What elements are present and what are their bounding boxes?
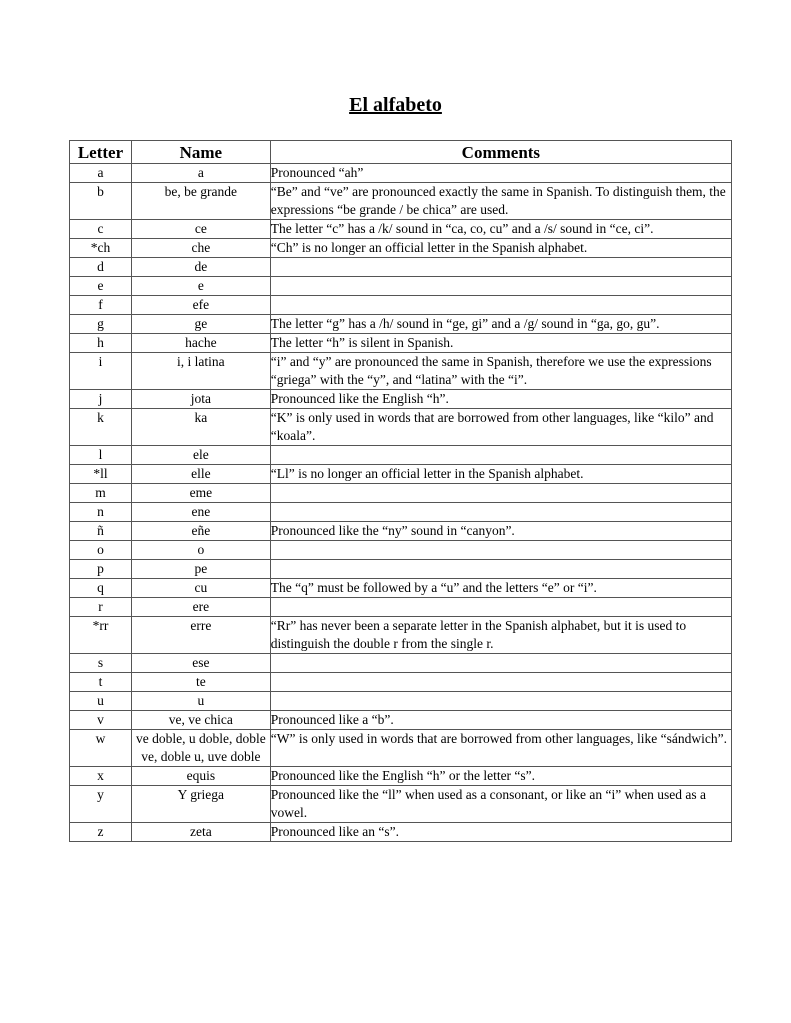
- column-header-comments: Comments: [270, 141, 731, 164]
- letter-cell: o: [70, 541, 132, 560]
- name-cell: ce: [131, 220, 270, 239]
- letter-cell: *rr: [70, 617, 132, 654]
- letter-cell: l: [70, 446, 132, 465]
- comment-cell: [270, 560, 731, 579]
- table-row: [70, 277, 732, 296]
- comment-cell: Pronounced like a “b”.: [270, 711, 731, 730]
- table-body: [70, 164, 732, 842]
- comment-cell: Pronounced like an “s”.: [270, 823, 731, 842]
- comment-cell: “i” and “y” are pronounced the same in Spanish, therefore we use the expressions “griega” with the “y”, and “latina” with the “i”.: [270, 353, 731, 390]
- name-cell: e: [131, 277, 270, 296]
- name-cell: u: [131, 692, 270, 711]
- table-row: [70, 786, 732, 823]
- table-row: [70, 598, 732, 617]
- comment-cell: [270, 673, 731, 692]
- name-cell: che: [131, 239, 270, 258]
- table-row: [70, 446, 732, 465]
- letter-cell: i: [70, 353, 132, 390]
- letter-cell: p: [70, 560, 132, 579]
- table-row: [70, 617, 732, 654]
- name-cell: efe: [131, 296, 270, 315]
- table-row: [70, 239, 732, 258]
- comment-cell: Pronounced like the “ny” sound in “canyon”.: [270, 522, 731, 541]
- letter-cell: z: [70, 823, 132, 842]
- table-row: [70, 315, 732, 334]
- column-header-letter: Letter: [70, 141, 132, 164]
- name-cell: te: [131, 673, 270, 692]
- letter-cell: u: [70, 692, 132, 711]
- column-header-name: Name: [131, 141, 270, 164]
- letter-cell: v: [70, 711, 132, 730]
- comment-cell: Pronounced like the English “h”.: [270, 390, 731, 409]
- letter-cell: h: [70, 334, 132, 353]
- table-row: [70, 296, 732, 315]
- comment-cell: [270, 277, 731, 296]
- letter-cell: q: [70, 579, 132, 598]
- table-row: [70, 484, 732, 503]
- comment-cell: [270, 541, 731, 560]
- table-row: [70, 767, 732, 786]
- letter-cell: c: [70, 220, 132, 239]
- table-row: [70, 334, 732, 353]
- table-row: [70, 579, 732, 598]
- comment-cell: “K” is only used in words that are borrowed from other languages, like “kilo” and “koala”.: [270, 409, 731, 446]
- name-cell: equis: [131, 767, 270, 786]
- name-cell: i, i latina: [131, 353, 270, 390]
- table-row: [70, 711, 732, 730]
- letter-cell: r: [70, 598, 132, 617]
- table-row: [70, 183, 732, 220]
- letter-cell: m: [70, 484, 132, 503]
- table-row: [70, 560, 732, 579]
- comment-cell: The letter “g” has a /h/ sound in “ge, gi” and a /g/ sound in “ga, go, gu”.: [270, 315, 731, 334]
- letter-cell: n: [70, 503, 132, 522]
- table-row: [70, 823, 732, 842]
- name-cell: ve, ve chica: [131, 711, 270, 730]
- table-row: [70, 692, 732, 711]
- table-row: [70, 673, 732, 692]
- comment-cell: [270, 654, 731, 673]
- comment-cell: [270, 503, 731, 522]
- comment-cell: Pronounced “ah”: [270, 164, 731, 183]
- letter-cell: t: [70, 673, 132, 692]
- table-header-row: [70, 141, 732, 164]
- letter-cell: j: [70, 390, 132, 409]
- name-cell: be, be grande: [131, 183, 270, 220]
- name-cell: a: [131, 164, 270, 183]
- name-cell: zeta: [131, 823, 270, 842]
- letter-cell: k: [70, 409, 132, 446]
- comment-cell: [270, 692, 731, 711]
- name-cell: ene: [131, 503, 270, 522]
- letter-cell: x: [70, 767, 132, 786]
- comment-cell: The letter “c” has a /k/ sound in “ca, co, cu” and a /s/ sound in “ce, ci”.: [270, 220, 731, 239]
- letter-cell: a: [70, 164, 132, 183]
- comment-cell: [270, 598, 731, 617]
- table-row: [70, 730, 732, 767]
- comment-cell: Pronounced like the “ll” when used as a consonant, or like an “i” when used as a vowel.: [270, 786, 731, 823]
- name-cell: ese: [131, 654, 270, 673]
- name-cell: pe: [131, 560, 270, 579]
- comment-cell: “Ll” is no longer an official letter in the Spanish alphabet.: [270, 465, 731, 484]
- name-cell: ele: [131, 446, 270, 465]
- table-row: [70, 353, 732, 390]
- name-cell: ka: [131, 409, 270, 446]
- table-row: [70, 220, 732, 239]
- name-cell: de: [131, 258, 270, 277]
- table-row: [70, 503, 732, 522]
- letter-cell: *ll: [70, 465, 132, 484]
- name-cell: erre: [131, 617, 270, 654]
- name-cell: ere: [131, 598, 270, 617]
- page-title: El alfabeto: [349, 94, 442, 116]
- comment-cell: [270, 296, 731, 315]
- comment-cell: [270, 484, 731, 503]
- name-cell: jota: [131, 390, 270, 409]
- name-cell: eñe: [131, 522, 270, 541]
- name-cell: ve doble, u doble, doble ve, doble u, uve doble: [131, 730, 270, 767]
- name-cell: hache: [131, 334, 270, 353]
- letter-cell: ñ: [70, 522, 132, 541]
- comment-cell: “Be” and “ve” are pronounced exactly the same in Spanish. To distinguish them, the expressions “be grande / be chica” are used.: [270, 183, 731, 220]
- name-cell: o: [131, 541, 270, 560]
- table-row: [70, 541, 732, 560]
- name-cell: eme: [131, 484, 270, 503]
- comment-cell: Pronounced like the English “h” or the letter “s”.: [270, 767, 731, 786]
- comment-cell: “Ch” is no longer an official letter in the Spanish alphabet.: [270, 239, 731, 258]
- table-row: [70, 390, 732, 409]
- letter-cell: f: [70, 296, 132, 315]
- comment-cell: “Rr” has never been a separate letter in the Spanish alphabet, but it is used to distinguish the double r from the single r.: [270, 617, 731, 654]
- letter-cell: y: [70, 786, 132, 823]
- letter-cell: e: [70, 277, 132, 296]
- comment-cell: [270, 446, 731, 465]
- comment-cell: [270, 258, 731, 277]
- comment-cell: The “q” must be followed by a “u” and the letters “e” or “i”.: [270, 579, 731, 598]
- alphabet-table: [69, 140, 732, 842]
- letter-cell: w: [70, 730, 132, 767]
- comment-cell: “W” is only used in words that are borrowed from other languages, like “sándwich”.: [270, 730, 731, 767]
- letter-cell: b: [70, 183, 132, 220]
- table-row: [70, 258, 732, 277]
- letter-cell: *ch: [70, 239, 132, 258]
- letter-cell: s: [70, 654, 132, 673]
- table-row: [70, 465, 732, 484]
- table-row: [70, 654, 732, 673]
- letter-cell: g: [70, 315, 132, 334]
- table-row: [70, 409, 732, 446]
- letter-cell: d: [70, 258, 132, 277]
- name-cell: Y griega: [131, 786, 270, 823]
- comment-cell: The letter “h” is silent in Spanish.: [270, 334, 731, 353]
- name-cell: elle: [131, 465, 270, 484]
- table-row: [70, 164, 732, 183]
- name-cell: cu: [131, 579, 270, 598]
- name-cell: ge: [131, 315, 270, 334]
- table-row: [70, 522, 732, 541]
